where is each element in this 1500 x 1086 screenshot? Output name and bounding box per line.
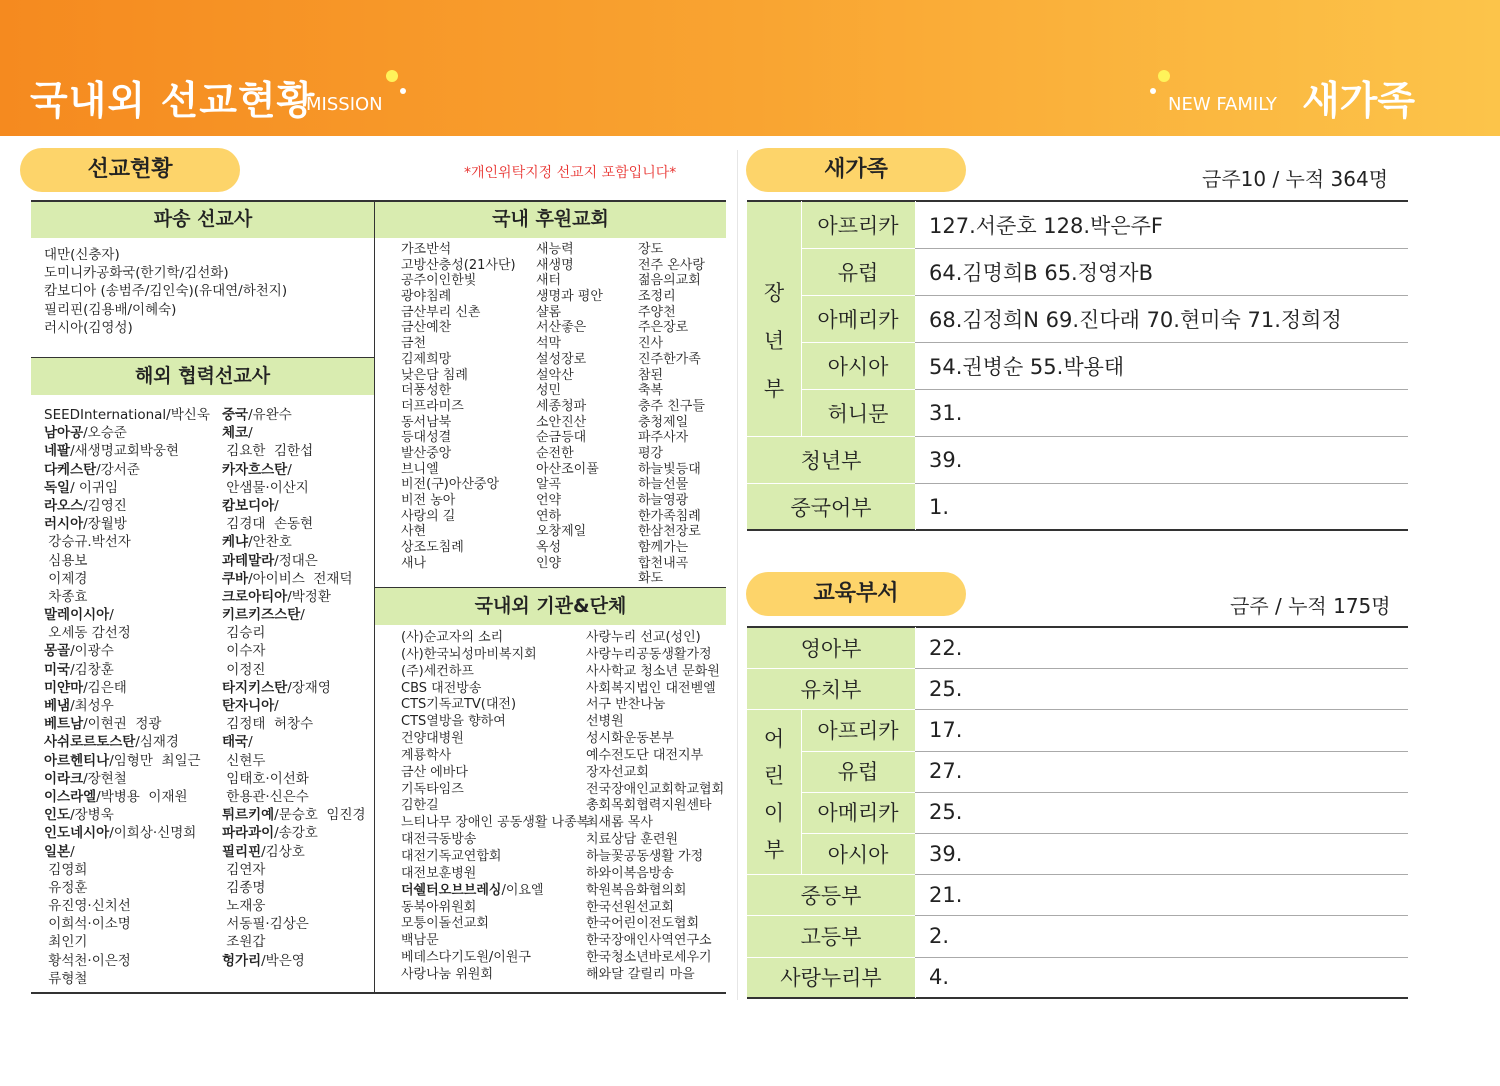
country-name: 파라과이: [222, 825, 275, 842]
list-item: 차종효: [44, 588, 88, 605]
list-item: 합천내곡: [638, 555, 689, 571]
list-item: 임태호·이선화: [222, 770, 309, 787]
list-item: 장자선교회: [586, 764, 649, 780]
row-value: 4.: [929, 965, 950, 990]
list-item: 이희석·이소명: [44, 916, 131, 933]
list-item: 더풍성한: [401, 383, 452, 399]
table-row-divider: [915, 915, 1408, 916]
country-name: 중국: [222, 407, 249, 423]
row-value: 68.김정희N 69.진다래 70.현미숙 71.정희정: [929, 307, 1342, 332]
list-item: 태국/: [222, 734, 253, 751]
country-name: 카자흐스탄: [222, 461, 288, 478]
table-row-divider: [915, 792, 1408, 793]
overseas-top-border: [31, 357, 374, 358]
education-pill: 교육부서: [746, 572, 966, 616]
list-item: 브니엘: [401, 461, 439, 477]
list-item: 사쉬로르토스탄/심재경: [44, 734, 179, 751]
list-item: 새능력: [536, 242, 574, 257]
country-name: 미국: [44, 661, 71, 678]
list-item: 순금등대: [536, 430, 587, 446]
row-label: 사랑누리부: [780, 966, 882, 991]
list-item: 한국청소년바로세우기: [586, 950, 712, 966]
list-item: 낮은담 침례: [401, 367, 468, 383]
row-value: 27.: [929, 759, 963, 784]
list-item: 말레이시아/: [44, 607, 114, 624]
list-item: 미얀마/김은태: [44, 679, 127, 696]
list-item: 사현: [401, 524, 427, 540]
list-item: 고방산충성(21사단): [401, 257, 516, 273]
domestic-col-2: [536, 242, 603, 571]
list-item: 진주한가족: [638, 351, 701, 367]
country-name: 크로아티아: [222, 588, 288, 605]
country-name: 탄자니아: [222, 698, 275, 714]
list-item: 김승리: [222, 625, 266, 642]
list-item: 하와이복음방송: [586, 865, 674, 881]
table-divider: [915, 627, 916, 998]
overseas-col-1: [44, 406, 210, 988]
list-item: 석막: [536, 336, 562, 352]
list-item: 안샘물·이산지: [222, 479, 309, 496]
list-item: 필리핀/김상호: [222, 843, 305, 860]
group-label-char: 부: [763, 376, 785, 401]
list-item: 러시아/장월방: [44, 516, 127, 533]
row-value: 25.: [929, 800, 963, 825]
decor-dot-small-icon: [400, 88, 406, 94]
country-name: 러시아: [44, 516, 84, 533]
group-label-char: 어: [763, 727, 785, 752]
list-item: 파라과이/송강호: [222, 825, 318, 842]
list-item: 비전 농아: [401, 493, 456, 508]
list-item: (주)세컨하프: [401, 663, 474, 679]
list-item: 파주사자: [638, 430, 689, 446]
list-item: 대전보훈병원: [401, 865, 477, 881]
list-item: 새나: [401, 555, 427, 571]
list-item: 유진영·신치선: [44, 898, 131, 915]
list-item: 하늘영광: [638, 493, 689, 508]
list-item: 이수자: [222, 643, 266, 660]
list-item: 금산부리 신촌: [401, 304, 481, 320]
list-item: 함께가는: [638, 540, 689, 556]
list-item: 한국어린이전도협회: [586, 916, 700, 932]
list-item: 미국/김창훈: [44, 661, 114, 678]
list-item: 금산 에바다: [401, 764, 468, 780]
list-item: 오창제일: [536, 524, 587, 540]
list-item: 도미니카공화국(한기학/김선화): [44, 265, 229, 282]
header-banner: [0, 0, 1500, 136]
table-row-divider: [915, 833, 1408, 834]
list-item: 장도: [638, 242, 664, 257]
list-item: 한가족침례: [638, 508, 701, 524]
country-name: 헝가리: [222, 952, 262, 969]
list-item: 김종명: [222, 879, 266, 896]
education-stat: 금주 / 누적 175명: [1230, 594, 1391, 618]
list-item: 설성장로: [536, 351, 587, 367]
list-item: 김정태 허창수: [222, 716, 314, 733]
list-item: 주양천: [638, 304, 676, 320]
list-item: 사랑의 길: [401, 508, 456, 524]
list-item: 남아공/오승준: [44, 425, 127, 442]
list-item: 하늘선물: [638, 477, 689, 493]
country-name: 인도네시아: [44, 825, 110, 842]
list-item: 최인기: [44, 934, 88, 951]
list-item: 동서남북: [401, 414, 452, 430]
list-item: 이스라엘/박병용 이재원: [44, 788, 188, 805]
list-item: 필리핀(김용배/이혜숙): [44, 301, 177, 318]
list-item: 김제희망: [401, 351, 452, 367]
list-item: 사랑누리 선교(성인): [586, 630, 701, 645]
row-label: 중국어부: [790, 495, 872, 520]
list-item: 비전(구)아산중앙: [401, 477, 500, 493]
list-item: 모퉁이돌선교회: [401, 916, 489, 932]
table-row-divider: [915, 668, 1408, 669]
list-item: 다케스탄/강서준: [44, 461, 140, 478]
list-item: SEEDInternational/박신욱: [44, 407, 210, 423]
list-item: 전주 온사랑: [638, 257, 705, 273]
group-label-char: 장: [763, 280, 785, 305]
country-name: 몽골: [44, 643, 71, 660]
table-bottom-border: [31, 992, 726, 994]
list-item: 캄보디아 (송범주/김인숙)(유대연/하천지): [44, 283, 288, 300]
country-name: 이라크: [44, 770, 84, 787]
domestic-col-3: [638, 242, 705, 587]
list-item: 성시화운동본부: [586, 731, 674, 747]
list-item: 새터: [536, 273, 562, 289]
list-item: 동북아위원회: [401, 899, 477, 915]
list-item: 참된: [638, 367, 664, 383]
table-row-divider: [915, 751, 1408, 752]
row-label: 아시아: [827, 354, 889, 379]
row-value: 2.: [929, 923, 950, 948]
list-item: 김경대 손동현: [222, 516, 314, 533]
list-item: 설악산: [536, 367, 574, 383]
list-item: 느티나무 장애인 공동생활 나종복: [401, 815, 590, 831]
row-value: 21.: [929, 882, 963, 907]
row-value: 31.: [929, 400, 963, 425]
row-label: 허니문: [827, 401, 889, 426]
row-value: 54.권병순 55.박용태: [929, 354, 1125, 379]
sent-list: [44, 245, 287, 336]
page-divider: [737, 150, 738, 1000]
country-name: 이스라엘: [44, 788, 97, 805]
list-item: 주은장로: [638, 320, 689, 336]
country-name: 타지키스탄: [222, 679, 288, 696]
list-item: 카자흐스탄/: [222, 461, 292, 478]
country-name: 네팔: [44, 443, 71, 460]
row-label: 아메리카: [817, 307, 899, 332]
list-item: 이정진: [222, 661, 266, 678]
row-value: 17.: [929, 717, 963, 742]
list-item: 유정훈: [44, 879, 88, 896]
row-value: 39.: [929, 841, 963, 866]
list-item: 하늘꽃공동생활 가정: [586, 848, 704, 864]
row-value: 1.: [929, 494, 950, 519]
list-item: 발산중앙: [401, 445, 452, 461]
list-item: 서산좋은: [536, 320, 587, 336]
list-item: (사)순교자의 소리: [401, 630, 504, 645]
list-item: 아산조이풀: [536, 461, 599, 477]
list-item: 심용보: [44, 552, 88, 569]
orgs-top-border: [375, 587, 726, 588]
row-label: 영아부: [800, 636, 862, 661]
table-row-divider: [915, 436, 1408, 437]
row-label: 유치부: [800, 677, 862, 702]
list-item: 탄자니아/: [222, 698, 279, 714]
list-item: 공주이인한빛: [401, 273, 477, 289]
country-name: 사쉬로르토스탄: [44, 734, 136, 751]
group-label-char: 린: [763, 764, 785, 789]
list-item: 서구 반찬나눔: [586, 697, 666, 713]
list-item: 이제경: [44, 570, 88, 587]
list-item: 대만(신충자): [44, 247, 120, 263]
list-item: 새생명: [536, 257, 574, 273]
country-name: 과테말라: [222, 552, 275, 569]
list-item: 소안진산: [536, 414, 587, 430]
list-item: 기독타임즈: [401, 781, 464, 797]
mission-note: *개인위탁지정 선교지 포함입니다*: [464, 165, 677, 181]
country-name: 인도: [44, 807, 71, 824]
list-item: 오세동 감선정: [44, 625, 131, 642]
list-item: 백남문: [401, 933, 439, 949]
list-item: 전국장애인교회학교협회: [586, 781, 725, 797]
list-item: CTS기독교TV(대전): [401, 697, 517, 713]
list-item: 크로아티아/박정환: [222, 588, 331, 605]
list-item: 더쉘터오브브레싱/이요엘: [401, 882, 544, 898]
list-item: 충청제일: [638, 414, 689, 430]
list-item: CTS열방을 향하여: [401, 714, 506, 730]
row-value: 22.: [929, 635, 963, 660]
list-item: CBS 대전방송: [401, 680, 482, 696]
row-value: 39.: [929, 447, 963, 472]
country-name: 베트남: [44, 716, 84, 733]
group-label-char: 이: [763, 801, 785, 826]
list-item: 생명과 평안: [536, 289, 603, 305]
list-item: 건양대병원: [401, 731, 464, 747]
row-label: 아메리카: [817, 801, 899, 826]
table-row-divider: [915, 709, 1408, 710]
list-item: 더프라미즈: [401, 398, 464, 414]
list-item: (사)한국뇌성마비복지회: [401, 646, 537, 662]
country-name: 쿠바: [222, 570, 249, 587]
list-item: 한국장애인사역연구소: [586, 933, 712, 949]
list-item: 몽골/이광수: [44, 643, 114, 660]
table-row-divider: [915, 874, 1408, 875]
table-row-divider: [915, 957, 1408, 958]
list-item: 베트남/이현권 정광: [44, 716, 162, 733]
row-value: 25.: [929, 676, 963, 701]
list-item: 류형철: [44, 970, 88, 987]
list-item: 체코/: [222, 425, 253, 442]
country-name: 캄보디아: [222, 497, 275, 514]
row-label: 유럽: [837, 760, 879, 785]
row-label: 아프리카: [817, 213, 899, 238]
list-item: 계룡학사: [401, 747, 452, 763]
country-name: 태국: [222, 734, 249, 751]
row-label: 유럽: [837, 260, 879, 285]
group-label-char: 년: [763, 328, 785, 353]
table-divider: [915, 201, 916, 530]
list-item: 황석천·이은정: [44, 952, 131, 969]
list-item: 대전극동방송: [401, 832, 477, 848]
list-item: 한용관·신은수: [222, 788, 309, 805]
list-item: 한삼천장로: [638, 524, 701, 540]
list-item: 금산예찬: [401, 320, 452, 336]
overseas-header: 해외 협력선교사: [31, 358, 374, 395]
list-item: 인도/장병욱: [44, 807, 114, 824]
list-item: 조원갑: [222, 934, 266, 951]
list-item: 김한길: [401, 798, 439, 814]
decor-dot-small-icon: [1150, 88, 1156, 94]
new-family-stat: 금주10 / 누적 364명: [1202, 167, 1389, 191]
country-name: 케냐: [222, 534, 249, 551]
country-name: 베냄: [44, 698, 71, 714]
group-label-char: 부: [763, 838, 785, 863]
decor-dot-icon: [386, 70, 398, 82]
list-item: 신현두: [222, 752, 266, 769]
list-item: 중국/유완수: [222, 407, 292, 423]
list-item: 과테말라/정대은: [222, 552, 318, 569]
list-item: 일본/: [44, 843, 75, 860]
row-label: 아프리카: [817, 718, 899, 743]
decor-dot-icon: [1158, 70, 1170, 82]
list-item: 러시아(김영성): [44, 319, 133, 336]
list-item: 언약: [536, 493, 562, 508]
orgs-col-1: [401, 630, 589, 984]
orgs-header: 국내외 기관&단체: [375, 588, 726, 625]
list-item: 광야침례: [401, 289, 452, 305]
country-name: 체코: [222, 425, 249, 442]
list-item: 튀르키예/문승호 임진경: [222, 807, 366, 824]
list-item: 김연자: [222, 861, 266, 878]
row-label: 아시아: [827, 842, 889, 867]
country-name: 라오스: [44, 497, 84, 514]
country-name: 필리핀: [222, 843, 262, 860]
row-label: 중등부: [800, 883, 862, 908]
list-item: 선병원: [586, 714, 624, 730]
list-item: 축복: [638, 383, 664, 399]
list-item: 평강: [638, 445, 664, 461]
list-item: 샬롬: [536, 304, 562, 320]
list-item: 조정리: [638, 289, 676, 305]
list-item: 화도: [638, 571, 664, 587]
country-name: 말레이시아: [44, 607, 110, 624]
row-label: 청년부: [800, 448, 862, 473]
list-item: 충주 친구들: [638, 398, 705, 414]
list-item: 베데스다기도원/이원구: [401, 950, 531, 966]
section-title: 새가족: [1302, 79, 1416, 124]
list-item: 세종청파: [536, 398, 587, 414]
list-item: 사랑나눔 위원회: [401, 966, 494, 982]
list-item: 연하: [536, 508, 562, 524]
list-item: 학원복음화협의회: [586, 882, 687, 898]
list-item: 금천: [401, 336, 427, 352]
sent-header: 파송 선교사: [31, 201, 375, 238]
list-item: 김영희: [44, 861, 88, 878]
page-title-sub: MISSION: [306, 94, 383, 115]
table-row-divider: [915, 389, 1408, 390]
section-sub-title: NEW FAMILY: [1168, 94, 1277, 115]
list-item: 서동필·김상은: [222, 916, 309, 933]
list-item: 한국선원선교회: [586, 899, 674, 915]
list-item: 성민: [536, 383, 562, 399]
list-item: 알곡: [536, 477, 562, 493]
list-item: 최새롬 목사: [586, 815, 653, 831]
domestic-header: 국내 후원교회: [375, 201, 726, 238]
country-name: 아르헨티나: [44, 752, 110, 769]
list-item: 아르헨티나/임형만 최일근: [44, 752, 201, 769]
list-item: 인도네시아/이희상·신명희: [44, 825, 197, 842]
page-title: 국내외 선교현황: [30, 79, 316, 124]
list-item: 사랑누리공동생활가정: [586, 646, 712, 662]
country-name: 남아공: [44, 425, 84, 442]
table-top-border: [31, 200, 726, 202]
list-item: 라오스/김영진: [44, 497, 127, 514]
list-item: 타지키스탄/장재영: [222, 679, 331, 696]
new-family-pill: 새가족: [746, 148, 966, 192]
orgs-col-2: [586, 630, 724, 984]
country-name: 일본: [44, 843, 71, 860]
domestic-col-1: [401, 242, 516, 571]
list-item: 순전한: [536, 445, 574, 461]
list-item: 노재웅: [222, 898, 266, 915]
list-item: 대전기독교연합회: [401, 848, 502, 864]
table-row-divider: [915, 483, 1408, 484]
list-item: 캄보디아/: [222, 497, 279, 514]
list-item: 베냄/최성우: [44, 698, 114, 714]
country-name: 다케스탄: [44, 461, 97, 478]
country-name: 독일: [44, 479, 71, 496]
country-name: 더쉘터오브브레싱: [401, 882, 502, 898]
list-item: 해와달 갈릴리 마을: [586, 966, 695, 982]
list-item: 등대성결: [401, 430, 452, 446]
list-item: 진사: [638, 336, 664, 352]
row-label: 고등부: [800, 924, 862, 949]
list-item: 상조도침례: [401, 540, 464, 556]
country-name: 키르키즈스탄: [222, 607, 301, 624]
list-item: 강승규.박선자: [44, 534, 131, 551]
list-item: 김요한 김한섭: [222, 443, 314, 460]
list-item: 키르키즈스탄/: [222, 607, 305, 624]
list-item: 사사학교 청소년 문화원: [586, 663, 720, 679]
list-item: 하늘빛등대: [638, 461, 701, 477]
list-item: 네팔/새생명교회박웅현: [44, 443, 179, 460]
list-item: 케냐/안찬호: [222, 534, 292, 551]
list-item: 헝가리/박은영: [222, 952, 305, 969]
list-item: 이라크/장현철: [44, 770, 127, 787]
row-value: 127.서준호 128.박은주F: [929, 213, 1163, 238]
country-name: 튀르키예: [222, 807, 275, 824]
list-item: 가조반석: [401, 242, 452, 257]
list-item: 인양: [536, 555, 562, 571]
list-item: 총회목회협력지원센타: [586, 798, 712, 814]
mission-pill: 선교현황: [20, 148, 240, 192]
list-item: 쿠바/아이비스 전재덕: [222, 570, 353, 587]
country-name: 미얀마: [44, 679, 84, 696]
row-value: 64.김명희B 65.정영자B: [929, 260, 1153, 285]
list-item: 예수전도단 대전지부: [586, 747, 704, 763]
list-item: 독일/ 이귀임: [44, 479, 119, 496]
list-item: 치료상담 훈련원: [586, 832, 679, 848]
list-item: 사회복지법인 대전벧엘: [586, 680, 716, 696]
list-item: 옥성: [536, 540, 562, 556]
list-item: 젊음의교회: [638, 273, 701, 289]
overseas-col-2: [222, 406, 366, 970]
